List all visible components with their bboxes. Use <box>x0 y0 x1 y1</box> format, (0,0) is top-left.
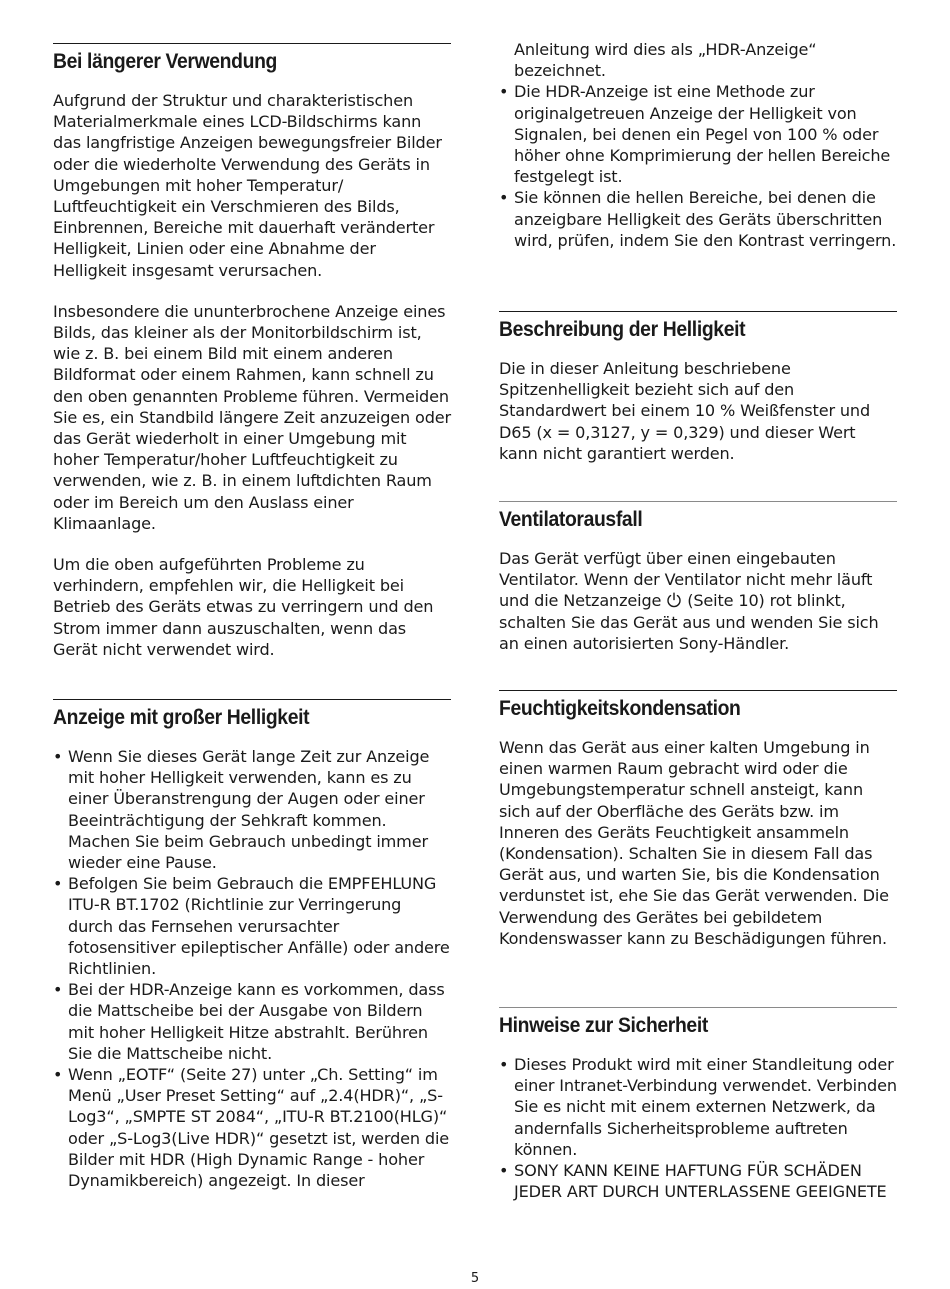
paragraph: Die in dieser Anleitung beschriebene Spitzenhelligkeit bezieht sich auf den Standardwert bei einem 10 % Weißfenster und D65 (x = 0,3127, y = 0,329) und dieser Wert kann nicht garantiert werden. <box>499 359 871 463</box>
paragraph: Aufgrund der Struktur und charakteristischen Materialmerkmale eines LCD-Bildschirms kann das langfristige Anzeigen bewegungsfreier Bilder oder die wiederholte Verwendung des Geräts in Umgebungen mit hoher Temperatur/ Luftfeuchtigkeit ein Verschmieren des Bilds, Einbrennen, Bereiche mit dauerhaft veränderter Helligkeit, Linien oder eine Abnahme der Helligkeit insgesamt verursachen. <box>53 91 442 280</box>
list-item-text: Wenn Sie dieses Gerät lange Zeit zur Anzeige mit hoher Helligkeit verwenden, kann es zu einer Überanstrengung der Augen oder einer Beeinträchtigung der Sehkraft kommen. Machen Sie beim Gebrauch unbedingt immer wieder eine Pause. <box>68 747 430 873</box>
bullet-list <box>499 1054 897 1202</box>
paragraph <box>499 548 897 654</box>
list-item <box>53 979 451 1064</box>
paragraph-text: (Seite 10) rot blinkt, schalten Sie das Gerät aus und wenden Sie sich an einen autorisierten Sony-Händler. <box>499 591 879 653</box>
section-heading: Anzeige mit großer Helligkeit <box>53 705 310 729</box>
paragraph-text: Das Gerät verfügt über einen eingebauten Ventilator. Wenn der Ventilator nicht mehr läuft und die Netzanzeige <box>499 549 873 611</box>
bullet-marker: • <box>53 874 63 894</box>
bullet-marker: • <box>499 82 509 102</box>
bullet-marker: • <box>53 747 63 766</box>
bullet-marker: • <box>499 188 509 208</box>
list-item-continuation: Anleitung wird dies als „HDR-Anzeige“ bezeichnet. <box>514 40 817 81</box>
section-condensation <box>499 690 897 949</box>
list-item <box>499 81 897 187</box>
section-safety-notes <box>499 1007 897 1202</box>
bullet-list <box>499 81 897 251</box>
list-item-text: SONY KANN KEINE HAFTUNG FÜR SCHÄDEN JEDER ART DURCH UNTERLASSENE GEEIGNETE <box>514 1161 887 1202</box>
section-fan-failure <box>499 501 897 654</box>
bullet-list <box>53 746 451 1191</box>
list-item-text: Dieses Produkt wird mit einer Standleitung oder einer Intranet-Verbindung verwendet. Verbinden Sie es nicht mit einem externen Netzwerk, da andernfalls Sicherheitsprobleme auftreten können. <box>514 1055 897 1159</box>
section-heading: Bei längerer Verwendung <box>53 49 277 73</box>
section-brightness-description <box>499 311 897 464</box>
section-heading: Ventilatorausfall <box>499 507 643 531</box>
list-item <box>53 746 451 873</box>
list-item-text: Befolgen Sie beim Gebrauch die EMPFEHLUNG ITU-R BT.1702 (Richtlinie zur Verringerung durch das Fernsehen verursachter fotosensitiver epileptischer Anfälle) oder andere Richtlinien. <box>68 874 450 979</box>
list-item-text: Sie können die hellen Bereiche, bei denen die anzeigbare Helligkeit des Geräts überschritten wird, prüfen, indem Sie den Kontrast verringern. <box>514 188 897 250</box>
page-number: 5 <box>470 1271 480 1286</box>
section-heading: Hinweise zur Sicherheit <box>499 1013 708 1037</box>
bullet-marker: • <box>53 1065 63 1085</box>
section-high-brightness <box>53 699 451 1191</box>
section-prolonged-use <box>53 43 451 660</box>
paragraph: Um die oben aufgeführten Probleme zu verhindern, empfehlen wir, die Helligkeit bei Betrieb des Geräts etwas zu verringern und den Strom immer dann auszuschalten, wenn das Gerät nicht verwendet wird. <box>53 555 434 659</box>
list-item-text: Bei der HDR-Anzeige kann es vorkommen, dass die Mattscheibe bei der Ausgabe von Bildern mit hoher Helligkeit Hitze abstrahlt. Berühren Sie die Mattscheibe nicht. <box>68 980 445 1063</box>
power-icon <box>666 592 682 608</box>
section-heading: Beschreibung der Helligkeit <box>499 317 746 341</box>
list-item-text: Die HDR-Anzeige ist eine Methode zur originalgetreuen Anzeige der Helligkeit von Signalen, bei denen ein Pegel von 100 % oder höher ohne Komprimierung der hellen Bereiche festgelegt ist. <box>514 82 891 187</box>
list-item <box>53 873 451 979</box>
list-item-text: Wenn „EOTF“ (Seite 27) unter „Ch. Setting“ im Menü „User Preset Setting“ auf „2.4(HDR)“, „S-Log3“, „SMPTE ST 2084“, „ITU-R BT.2100(HLG)“ oder „S-Log3(Live HDR)“ gesetzt ist, werden die Bilder mit HDR (High Dynamic Range - hoher Dynamikbereich) angezeigt. In dieser <box>68 1065 450 1191</box>
bullet-marker: • <box>499 1161 509 1181</box>
continued-list <box>499 39 897 251</box>
bullet-marker: • <box>499 1055 509 1074</box>
paragraph: Wenn das Gerät aus einer kalten Umgebung in einen warmen Raum gebracht wird oder die Umgebungstemperatur schnell ansteigt, kann sich auf der Oberfläche des Geräts bzw. im Inneren des Geräts Feuchtigkeit ansammeln (Kondensation). Schalten Sie in diesem Fall das Gerät aus, und warten Sie, bis die Kondensation verdunstet ist, ehe Sie das Gerät verwenden. Die Verwendung des Gerätes bei gebildetem Kondenswasser kann zu Beschädigungen führen. <box>499 738 889 948</box>
list-item <box>499 187 897 251</box>
section-heading: Feuchtigkeitskondensation <box>499 696 741 720</box>
list-item <box>499 1160 897 1202</box>
list-item <box>53 1064 451 1191</box>
paragraph: Insbesondere die ununterbrochene Anzeige eines Bilds, das kleiner als der Monitorbildschirm ist, wie z. B. bei einem Bild mit einem anderen Bildformat oder einem Rahmen, kann schnell zu den oben genannten Probleme führen. Vermeiden Sie es, ein Standbild längere Zeit anzuzeigen oder das Gerät wiederholt in einer Umgebung mit hoher Temperatur/hoher Luftfeuchtigkeit zu verwenden, wie z. B. in einem luftdichten Raum oder im Bereich um den Auslass einer Klimaanlage. <box>53 301 452 533</box>
list-item <box>499 1054 897 1160</box>
bullet-marker: • <box>53 980 63 1000</box>
